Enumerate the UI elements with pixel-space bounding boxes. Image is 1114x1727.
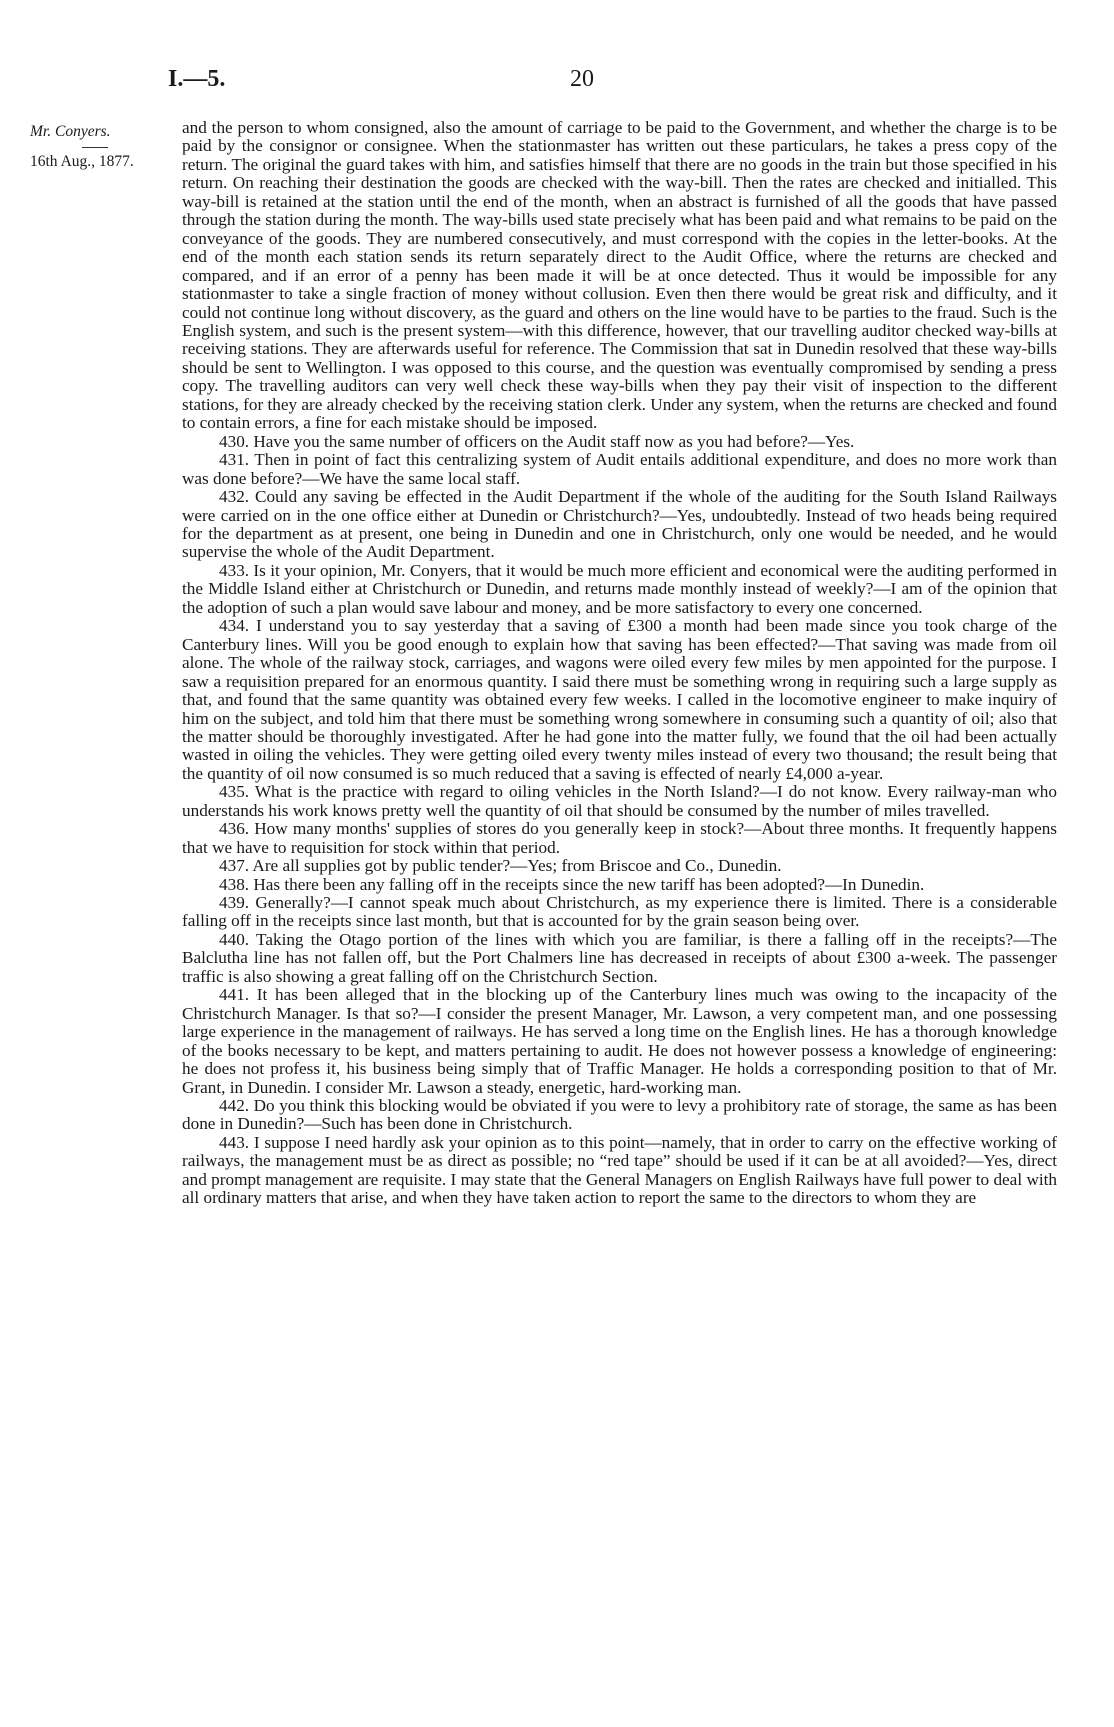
question-443: 443. I suppose I need hardly ask your opinion as to this point—namely, that in order to carry on the effective working of railways, the management must be as direct as possible; no “red tape” should be used if it can be at all avoided?—Yes, direct and prompt management are requisite. I may state that the General Managers on English Railways have full power to deal with all ordinary matters that arise, and when they have taken action to report the same to the directors to whom they are — [182, 1132, 1057, 1208]
testimony-date: 16th Aug., 1877. — [30, 153, 134, 170]
question-438: 438. Has there been any falling off in the receipts since the new tariff has been adopted?—In Dunedin. — [219, 874, 925, 894]
question-436: 436. How many months' supplies of stores do you generally keep in stock?—About three months. It frequently happens that we have to requisition for stock within that period. — [182, 819, 1057, 857]
question-440: 440. Taking the Otago portion of the lines with which you are familiar, is there a falling off in the receipts?—The Balclutha line has not fallen off, but the Port Chalmers line has decreased in receipts of about £300 a-week. The passenger traffic is also showing a great falling off on the Christchurch Section. — [182, 929, 1057, 986]
question-432: 432. Could any saving be effected in the Audit Department if the whole of the auditing for the South Island Railways were carried on in the one office either at Dunedin or Christchurch?—Yes, undoubtedly. Instead of two heads being required for the department as at present, one being in Dunedin and one in Christchurch, only one would be needed, and he would supervise the whole of the Audit Department. — [182, 487, 1057, 562]
page-number: 20 — [570, 66, 594, 92]
paragraph-continuation: and the person to whom consigned, also the amount of carriage to be paid to the Government, and whether the charge is to be paid by the consignor or consignee. When the stationmaster has written out these particulars, he takes a press copy of the return. The original the guard takes with him, and satisfies himself that there are no goods in the train but those specified in his return. On reaching their destination the goods are checked with the way-bill. Then the rates are checked and initialled. This way-bill is retained at the station until the end of the month, when an abstract is furnished of all the goods that have passed through the station during the month. The way-bills used state precisely what has been paid and what remains to be paid on the conveyance of the goods. They are numbered consecutively, and must correspond with the copies in the letter-books. At the end of the month each station sends its return separately direct to the Audit Office, where the returns are checked and compared, and if an error of a penny has been made it will be at once detected. Thus it would be impossible for any stationmaster to take a single fraction of money without collusion. Even then there would be great risk and difficulty, and it could not continue long without discovery, as the guard and others on the line would have to be parties to the fraud. Such is the English system, and such is the present system—with this difference, however, that our travelling auditor checked way-bills at receiving stations. They are afterwards useful for reference. The Commission that sat in Dunedin resolved that these way-bills should be sent to Wellington. I was opposed to this course, and the question was eventually compromised by sending a press copy. The travelling auditors can very well check these way-bills when they pay their visit of inspection to the different stations, for they are already checked by the receiving station clerk. Under any system, when the returns are checked and found to contain errors, a fine for each mistake should be imposed. — [182, 118, 1057, 433]
question-442: 442. Do you think this blocking would be obviated if you were to levy a prohibitory rate of storage, the same as has been done in Dunedin?—Such has been done in Christchurch. — [182, 1096, 1057, 1134]
witness-name: Mr. Conyers. — [30, 123, 111, 140]
testimony-body — [182, 119, 1057, 1208]
question-430: 430. Have you the same number of officers on the Audit staff now as you had before?—Yes. — [219, 431, 855, 451]
question-433: 433. Is it your opinion, Mr. Conyers, that it would be much more efficient and economical were the auditing performed in the Middle Island either at Christchurch or Dunedin, and returns made monthly instead of weekly?—I am of the opinion that the adoption of such a plan would save labour and money, and be more satisfactory to every one concerned. — [182, 560, 1057, 617]
question-435: 435. What is the practice with regard to oiling vehicles in the North Island?—I do not know. Every railway-man who understands his work knows pretty well the quantity of oil that should be consumed by the number of miles travelled. — [182, 782, 1057, 820]
question-434: 434. I understand you to say yesterday that a saving of £300 a month had been made since you took charge of the Canterbury lines. Will you be good enough to explain how that saving has been effected?—That saving was made from oil alone. The whole of the railway stock, carriages, and wagons were oiled every few miles by men appointed for the purpose. I saw a requisition prepared for an enormous quantity. I said there must be something wrong in requiring such a large supply as that, and found that the same quantity was obtained every few weeks. I called in the locomotive engineer to make inquiry of him on the subject, and told him that there must be something wrong somewhere in consuming such a quantity of oil; also that the matter should be thoroughly investigated. After he had gone into the matter fully, we found that the oil had been actually wasted in oiling the vehicles. They were getting oiled every twenty miles instead of every two thousand; the result being that the quantity of oil now consumed is so much reduced that a saving is effected of nearly £4,000 a-year. — [182, 616, 1057, 783]
question-439: 439. Generally?—I cannot speak much about Christchurch, as my experience there is limited. There is a considerable falling off in the receipts since last month, but that is accounted for by the grain season being over. — [182, 893, 1057, 931]
margin-note — [30, 121, 170, 172]
question-437: 437. Are all supplies got by public tender?—Yes; from Briscoe and Co., Dunedin. — [219, 856, 782, 876]
document-reference: I.—5. — [168, 66, 226, 92]
margin-rule — [82, 147, 108, 148]
question-431: 431. Then in point of fact this centralizing system of Audit entails additional expenditure, and does no more work than was done before?—We have the same local staff. — [182, 450, 1057, 488]
question-441: 441. It has been alleged that in the blocking up of the Canterbury lines much was owing to the incapacity of the Christchurch Manager. Is that so?—I consider the present Manager, Mr. Lawson, a very competent man, and one possessing large experience in the management of railways. He has served a long time on the English lines. He has a thorough knowledge of the books necessary to be kept, and matters pertaining to audit. He does not however possess a knowledge of engineering: he does not profess it, his business being simply that of Traffic Manager. He holds a corresponding position to that of Mr. Grant, in Dunedin. I consider Mr. Lawson a steady, energetic, hard-working man. — [182, 985, 1057, 1097]
